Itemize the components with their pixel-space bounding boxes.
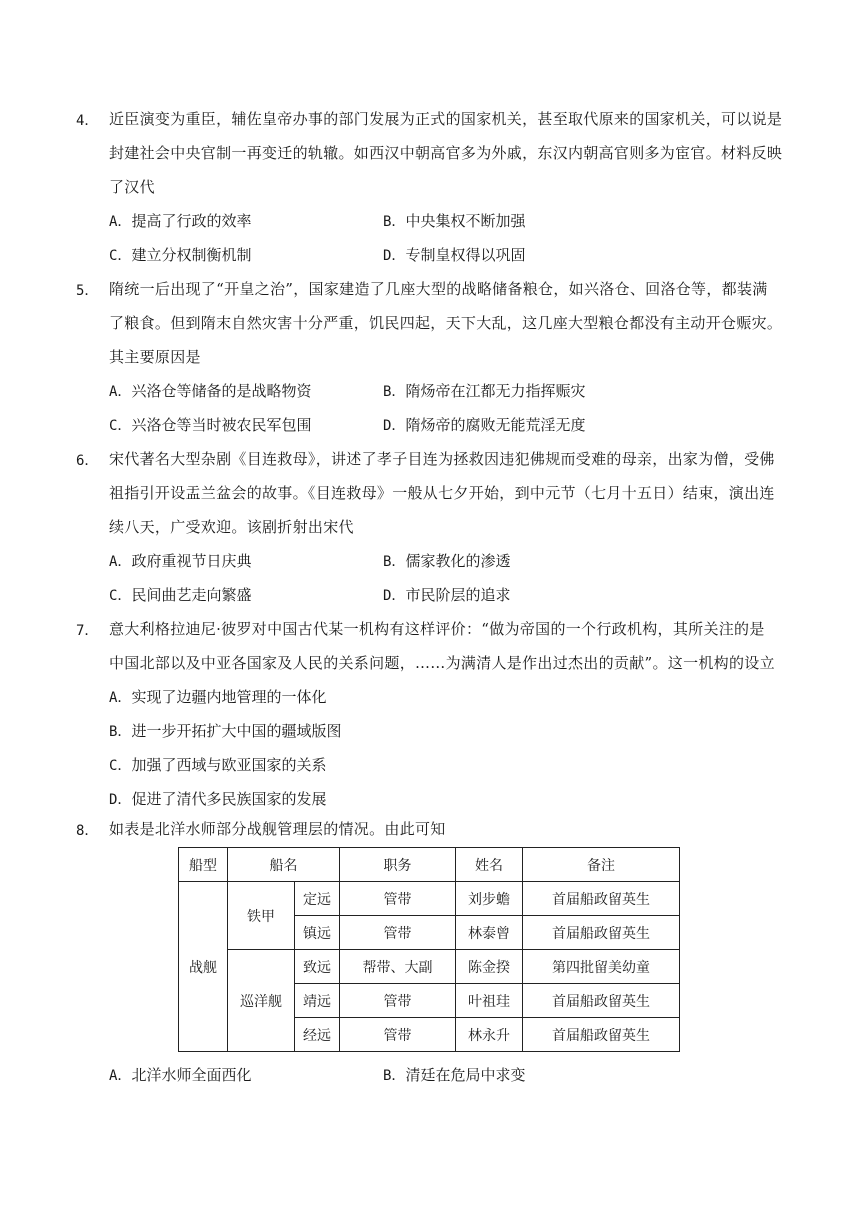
question-stem [109,812,796,846]
question-stem [109,442,796,544]
question-number: 8． [76,823,99,839]
option-a[interactable]: A．北洋水师全面西化 [109,1066,252,1084]
stem-line: 如表是北洋水师部分战舰管理层的情况。由此可知 [109,820,446,838]
question-number: 7． [76,623,99,639]
role-cell: 管带 [340,916,456,950]
question-4 [76,102,796,272]
role-cell: 管带 [340,882,456,916]
option-d[interactable]: D．专制皇权得以巩固 [383,246,526,264]
name-cell: 林泰曾 [456,916,523,950]
name-cell: 陈金揆 [456,950,523,984]
question-5 [76,272,796,442]
subtype-cell: 铁甲 [228,882,295,950]
table-row [179,950,680,984]
option-a[interactable]: A．政府重视节日庆典 [109,552,252,570]
question-number: 4． [76,113,99,129]
ship-cell: 致远 [295,950,340,984]
note-cell: 首届船政留英生 [523,916,680,950]
name-cell: 林永升 [456,1018,523,1052]
stem-line: 意大利格拉迪尼·彼罗对中国古代某一机构有这样评价：“做为帝国的一个行政机构，其所关注的是 [109,620,765,638]
note-cell: 首届船政留英生 [523,882,680,916]
fleet-table [178,847,680,1052]
stem-line: 其主要原因是 [109,348,201,366]
note-cell: 首届船政留英生 [523,1018,680,1052]
option-b[interactable]: B．清廷在危局中求变 [383,1066,526,1084]
option-b[interactable]: B．隋炀帝在江都无力指挥赈灾 [383,382,586,400]
header-cell: 船名 [228,848,340,882]
option-d[interactable]: D．隋炀帝的腐败无能荒淫无度 [383,416,586,434]
stem-line: 了汉代 [109,178,155,196]
ship-cell: 经远 [295,1018,340,1052]
options [109,374,796,442]
type-cell: 战舰 [179,882,228,1052]
role-cell: 管带 [340,1018,456,1052]
option-a[interactable]: A．兴洛仓等储备的是战略物资 [109,382,312,400]
question-stem [109,612,796,680]
option-b[interactable]: B．中央集权不断加强 [383,212,526,230]
role-cell: 管带 [340,984,456,1018]
option-d[interactable]: D．市民阶层的追求 [383,586,511,604]
option-b[interactable]: B．儒家教化的渗透 [383,552,511,570]
option-b[interactable]: B．进一步开拓扩大中国的疆域版图 [109,722,342,740]
stem-line: 宋代著名大型杂剧《目连救母》，讲述了孝子目连为拯救因违犯佛规而受难的母亲，出家为僧，受佛 [109,450,775,468]
question-stem [109,102,796,204]
header-cell: 姓名 [456,848,523,882]
stem-line: 了粮食。但到隋末自然灾害十分严重，饥民四起，天下大乱，这几座大型粮仓都没有主动开仓赈灾。 [109,314,783,332]
table-header-row [179,848,680,882]
question-8 [76,812,796,846]
options [109,204,796,272]
header-cell: 备注 [523,848,680,882]
ship-cell: 靖远 [295,984,340,1018]
option-c[interactable]: C．民间曲艺走向繁盛 [109,586,252,604]
ship-cell: 镇远 [295,916,340,950]
stem-line: 封建社会中央官制一再变迁的轨辙。如西汉中朝高官多为外戚，东汉内朝高官则多为宦官。材料反映 [109,144,783,162]
name-cell: 叶祖珪 [456,984,523,1018]
option-a[interactable]: A．提高了行政的效率 [109,212,252,230]
question-7 [76,612,796,816]
question-number: 6． [76,453,99,469]
option-c[interactable]: C．建立分权制衡机制 [109,246,252,264]
option-c[interactable]: C．兴洛仓等当时被农民军包围 [109,416,312,434]
question-6 [76,442,796,612]
options [109,1058,796,1092]
option-d[interactable]: D．促进了清代多民族国家的发展 [109,790,327,808]
stem-line: 近臣演变为重臣，辅佐皇帝办事的部门发展为正式的国家机关，甚至取代原来的国家机关，可以说是 [109,110,783,128]
name-cell: 刘步蟾 [456,882,523,916]
option-a[interactable]: A．实现了边疆内地管理的一体化 [109,688,327,706]
options [109,680,796,816]
stem-line: 隋统一后出现了“开皇之治”，国家建造了几座大型的战略储备粮仓，如兴洛仓、回洛仓等，都装满 [109,280,768,298]
option-c[interactable]: C．加强了西域与欧亚国家的关系 [109,756,327,774]
header-cell: 职务 [340,848,456,882]
stem-line: 续八天，广受欢迎。该剧折射出宋代 [109,518,354,536]
note-cell: 第四批留美幼童 [523,950,680,984]
table-row [179,882,680,916]
question-stem [109,272,796,374]
note-cell: 首届船政留英生 [523,984,680,1018]
options [109,544,796,612]
stem-line: 祖指引开设盂兰盆会的故事。《目连救母》一般从七夕开始，到中元节（七月十五日）结束，演出连 [109,484,775,502]
question-8-options [76,1058,796,1092]
ship-cell: 定远 [295,882,340,916]
stem-line: 中国北部以及中亚各国家及人民的关系问题，……为满清人是作出过杰出的贡献”。这一机构的设立 [109,654,775,672]
header-cell: 船型 [179,848,228,882]
role-cell: 帮带、大副 [340,950,456,984]
subtype-cell: 巡洋舰 [228,950,295,1052]
question-number: 5． [76,283,99,299]
